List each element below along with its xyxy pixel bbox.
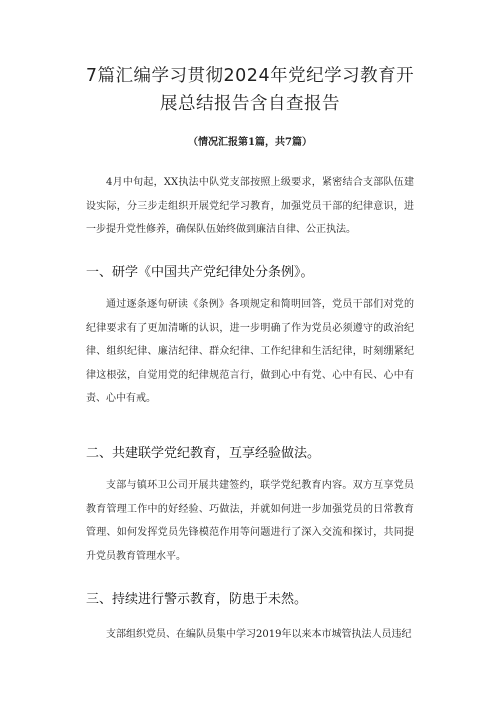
title-line-1: 7篇汇编学习贯彻2024年党纪学习教育开 (85, 66, 415, 86)
paragraph-intro: 4月中旬起，XX执法中队党支部按照上级要求，紧密结合支部队伍建设实际，分三步走组织开展党纪学习教育，加强党员干部的纪律意识，进一步提升党性修养，确保队伍始终做到廉洁自律、公正执法。 (86, 177, 414, 235)
title-line-2: 展总结报告含自查报告 (160, 94, 340, 114)
paragraph-section-1: 通过逐条逐句研读《条例》各项规定和简明回答，党员干部们对党的纪律要求有了更加清晰的认识，进一步明确了作为党员必须遵守的政治纪律、组织纪律、廉洁纪律、群众纪律、工作纪律和生活纪律，时刻绷紧纪律这根弦，自觉用党的纪律规范言行，做到心中有党、心中有民、心中有责、心中有戒。 (86, 299, 414, 404)
section-heading-3: 三、持续进行警示教育，防患于未然。 (86, 592, 308, 607)
paragraph-section-3: 支部组织党员、在编队员集中学习2019年以来本市城管执法人员违纪 (106, 629, 412, 640)
section-heading-2: 二、共建联学党纪教育，互享经验做法。 (86, 446, 321, 461)
section-heading-1: 一、研学《中国共产党纪律处分条例》。 (86, 265, 314, 280)
document-title (60, 62, 440, 118)
document-subtitle: （情况汇报第1篇，共7篇） (188, 137, 312, 148)
paragraph-section-2: 支部与镇环卫公司开展共建签约，联学党纪教育内容。双方互享党员教育管理工作中的好经验、巧做法，并就如何进一步加强党员的日常教育管理、如何发挥党员先锋模范作用等问题进行了深入交流和探讨，共同提升党员教育管理水平。 (86, 480, 414, 562)
